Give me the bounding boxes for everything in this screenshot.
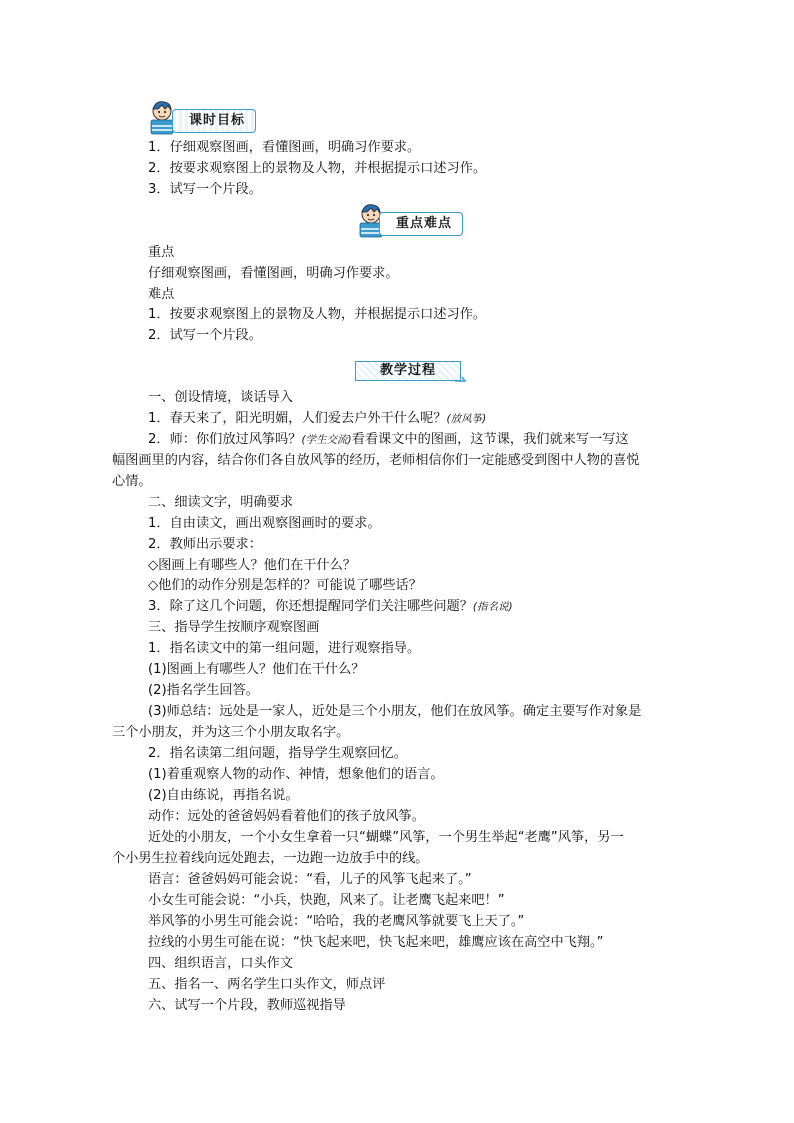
step-1-item-2-text-b: 看看课文中的图画，这节课，我们就来写一写这 xyxy=(351,432,629,447)
step-2-item-3-text: 3．除了这几个问题，你还想提醒同学们关注哪些问题？ xyxy=(148,599,473,614)
step-3-item-1-sub-3: (3)师总结：远处是一家人，近处是三个小朋友，他们在放风筝。确定主要写作对象是 xyxy=(148,704,642,719)
language-line-1: 语言：爸爸妈妈可能会说：“看，儿子的风筝飞起来了。” xyxy=(148,872,472,887)
keypoints-section-label: 重点难点 xyxy=(379,212,463,236)
action-paragraph-2-cont: 个小男生拉着线向远处跑去，一边跑一边放手中的线。 xyxy=(112,851,429,866)
process-section-badge xyxy=(355,361,467,381)
process-section-label: 教学过程 xyxy=(355,361,461,381)
step-5-heading: 五、指名一、两名学生口头作文，师点评 xyxy=(148,977,386,992)
step-2-heading: 二、细读文字，明确要求 xyxy=(148,495,294,510)
goals-section-label: 课时目标 xyxy=(172,109,256,133)
step-1-item-1-note: (放风筝) xyxy=(446,413,487,425)
language-line-2: 小女生可能会说：“小兵，快跑，风来了。让老鹰飞起来吧！” xyxy=(148,893,505,908)
corner-arrow-icon xyxy=(455,373,469,383)
focus-label: 重点 xyxy=(148,245,175,260)
difficulty-item-1: 1．按要求观察图上的景物及人物，并根据提示口述习作。 xyxy=(148,307,487,322)
step-4-heading: 四、组织语言，口头作文 xyxy=(148,956,294,971)
step-1-item-1-text: 1．春天来了，阳光明媚，人们爱去户外干什么呢？ xyxy=(148,411,447,426)
step-3-item-1: 1．指名读文中的第一组问题，进行观察指导。 xyxy=(148,641,421,656)
difficulty-item-2: 2．试写一个片段。 xyxy=(148,328,262,343)
step-2-item-3 xyxy=(148,597,513,617)
goal-item-2: 2．按要求观察图上的景物及人物，并根据提示口述习作。 xyxy=(148,161,487,176)
action-paragraph-2: 近处的小朋友，一个小女生拿着一只“蝴蝶”风筝，一个男生举起“老鹰”风筝，另一 xyxy=(148,830,624,845)
keypoints-section-badge xyxy=(357,203,469,237)
focus-text: 仔细观察图画，看懂图画，明确习作要求。 xyxy=(148,266,399,281)
step-6-heading: 六、试写一个片段，教师巡视指导 xyxy=(148,998,346,1013)
step-1-item-2-note: (学生交流) xyxy=(301,434,352,446)
step-1-heading: 一、创设情境，谈话导入 xyxy=(148,390,294,405)
step-1-item-2-cont: 幅图画里的内容，结合你们各自放风筝的经历，老师相信你们一定能感受到图中人物的喜悦 xyxy=(112,453,640,468)
goal-item-3: 3．试写一个片段。 xyxy=(148,182,262,197)
step-3-item-1-sub-2: (2)指名学生回答。 xyxy=(148,683,259,698)
step-2-item-1: 1．自由读文，画出观察图画时的要求。 xyxy=(148,516,381,531)
action-paragraph-1: 动作：远处的爸爸妈妈看着他们的孩子放风筝。 xyxy=(148,809,425,824)
step-3-item-1-sub-3-cont: 三个小朋友，并为这三个小朋友取名字。 xyxy=(112,725,350,740)
step-3-item-2-sub-1: (1)着重观察人物的动作、神情，想象他们的语言。 xyxy=(148,767,444,782)
language-line-3: 举风筝的小男生可能会说：“哈哈，我的老鹰风筝就要飞上天了。” xyxy=(148,914,525,929)
goals-section-badge xyxy=(148,100,268,134)
step-3-item-2-sub-2: (2)自由练说，再指名说。 xyxy=(148,788,299,803)
step-3-item-1-sub-1: (1)图画上有哪些人？他们在干什么？ xyxy=(148,662,365,677)
difficulty-label: 难点 xyxy=(148,287,175,302)
step-3-heading: 三、指导学生按顺序观察图画 xyxy=(148,620,320,635)
step-2-item-3-note: (指名说) xyxy=(472,601,513,613)
step-1-item-1 xyxy=(148,409,486,429)
language-line-4: 拉线的小男生可能在说：“快飞起来吧，快飞起来吧，雄鹰应该在高空中飞翔。” xyxy=(148,935,604,950)
step-2-item-2: 2．教师出示要求： xyxy=(148,537,262,552)
step-1-item-2-text-a: 2．师：你们放过风筝吗？ xyxy=(148,432,302,447)
step-2-question-1: ◇图画上有哪些人？他们在干什么？ xyxy=(148,558,356,573)
goal-item-1: 1．仔细观察图画，看懂图画，明确习作要求。 xyxy=(148,140,421,155)
step-1-item-2-end: 心情。 xyxy=(112,474,152,489)
step-3-item-2: 2．指名读第二组问题，指导学生观察回忆。 xyxy=(148,746,407,761)
step-2-question-2: ◇他们的动作分别是怎样的？可能说了哪些话？ xyxy=(148,578,422,593)
step-1-item-2 xyxy=(148,430,629,450)
